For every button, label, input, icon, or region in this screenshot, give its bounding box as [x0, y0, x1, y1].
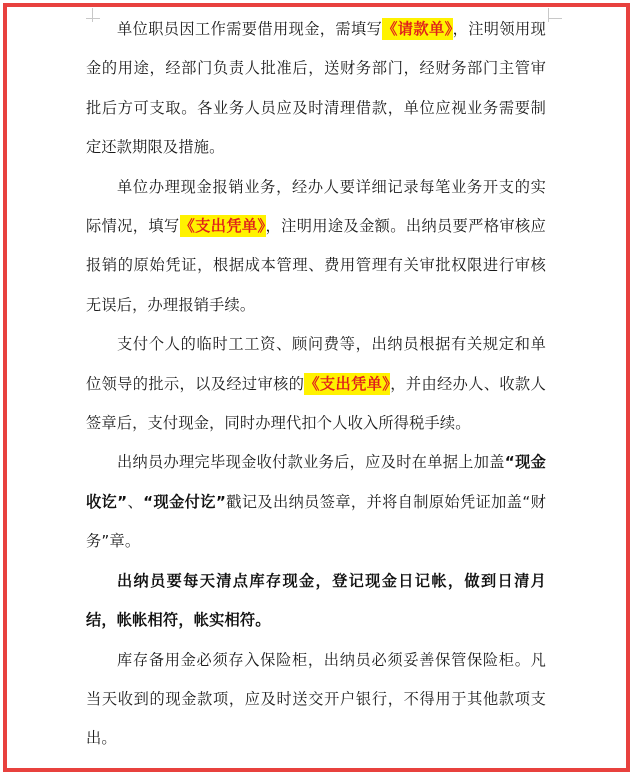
paragraph-text: 支付个人的临时工工资、顾问费等，出纳员根据有关规定和单位领导的批示，以及经过审核的 — [86, 335, 546, 393]
paragraph-stamp — [86, 443, 546, 561]
paragraph-safe-storage — [86, 641, 546, 759]
highlight-expense-voucher: 《支出凭单》 — [179, 217, 266, 236]
document-body — [86, 10, 546, 759]
paragraph-text: ，注明领用现金的用途，经部门负责人批准后，送财务部门，经财务部门主管审批后方可支取。各业务人员应及时清理借款，单位应视业务需要制定还款期限及措施。 — [86, 20, 546, 157]
paragraph-text: 出纳员要每天清点库存现金，登记现金日记帐，做到日清月结，帐帐相符，帐实相符。 — [86, 571, 546, 630]
paragraph-temporary-wages — [86, 325, 546, 443]
paragraph-reimbursement — [86, 168, 546, 326]
paragraph-daily-count — [86, 562, 546, 641]
paragraph-text: 戳记及出纳员签章，并将自制原始凭证加盖“财务”章。 — [86, 492, 546, 551]
paragraph-text: 单位办理现金报销业务，经办人要详细记录每笔业务开支的实际情况，填写 — [86, 177, 546, 236]
paragraph-text: 出纳员办理完毕现金收付款业务后，应及时在单据上加盖 — [117, 453, 505, 472]
bold-cash-paid: “现金付讫” — [143, 492, 227, 511]
paragraph-text: 库存备用金必须存入保险柜，出纳员必须妥善保管保险柜。凡当天收到的现金款项，应及时送交开户银行，不得用于其他款项支出。 — [86, 650, 546, 748]
bold-cash-received: “现金收讫” — [86, 453, 547, 511]
crop-mark-top-right-vertical — [548, 8, 549, 22]
highlight-request-form: 《请款单》 — [382, 20, 453, 38]
paragraph-text: 单位职员因工作需要借用现金，需填写 — [117, 20, 383, 38]
paragraph-text: 、 — [127, 492, 144, 511]
crop-mark-top-right — [548, 18, 562, 19]
paragraph-text: ，并由经办人、收款人签章后，支付现金，同时办理代扣个人收入所得税手续。 — [86, 374, 547, 433]
paragraph-text: ，注明用途及金额。出纳员要严格审核应报销的原始凭证，根据成本管理、费用管理有关审批权限进行审核无误后，办理报销手续。 — [86, 217, 546, 314]
paragraph-borrow-cash — [86, 10, 546, 168]
highlight-expense-voucher: 《支出凭单》 — [304, 374, 391, 393]
